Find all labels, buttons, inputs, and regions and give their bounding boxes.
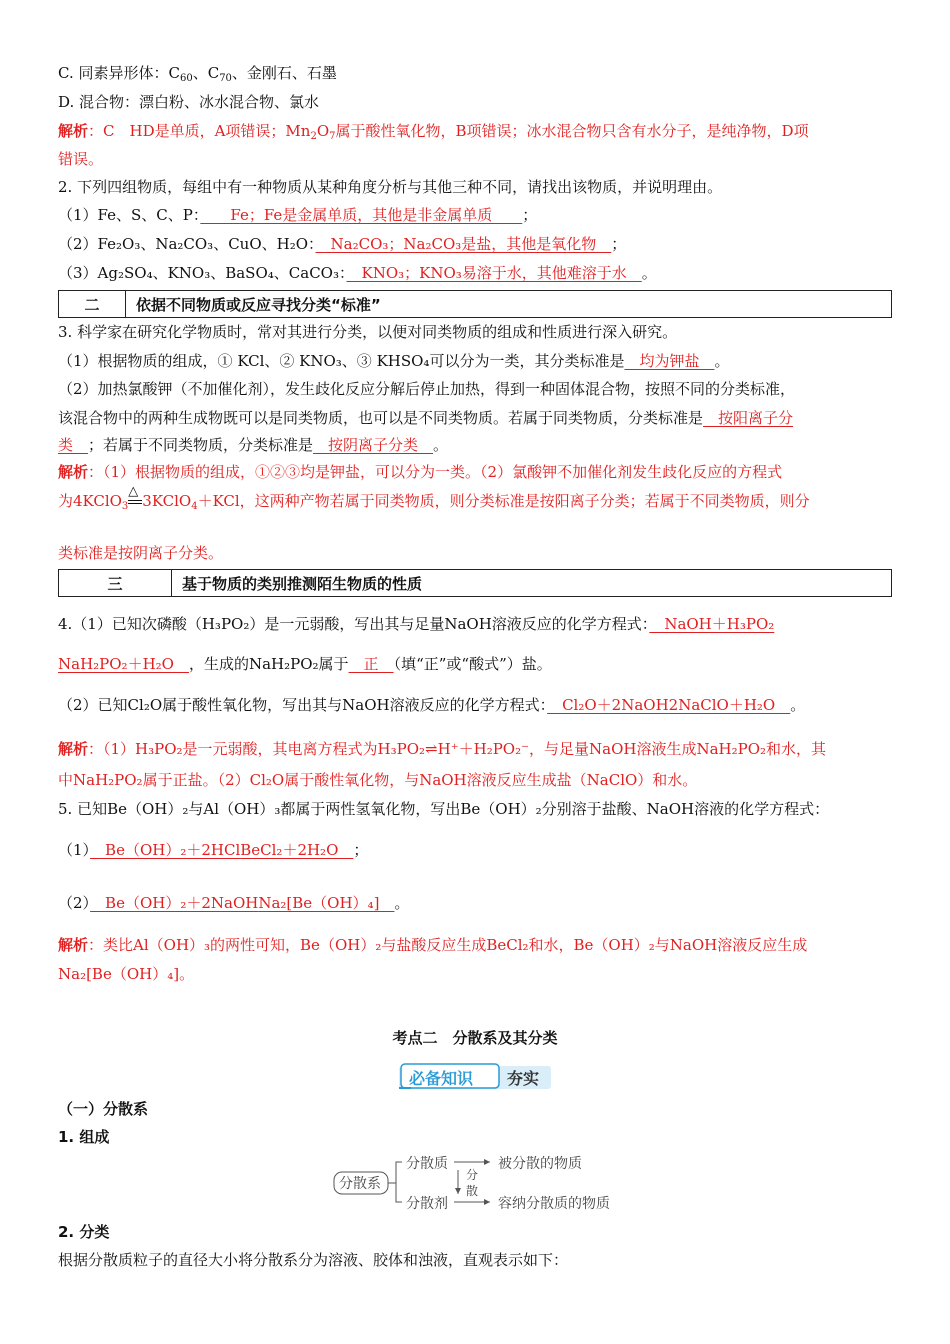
q2-line-3: （3）Ag₂SO₄、KNO₃、BaSO₄、CaCO₃： KNO₃；KNO₃易溶于水，其他难溶于水 。 <box>58 264 657 282</box>
q3-part-2: （2）加热氯酸钾（不加催化剂），发生歧化反应分解后停止加热，得到一种固体混合物，按照不同的分类标准， <box>58 380 796 398</box>
q3-part-2-cont2: 类 ；若属于不同类物质，分类标准是 按阴离子分类 。 <box>58 436 449 454</box>
q4-part-1-cont: NaH₂PO₂＋H₂O ，生成的NaH₂PO₂属于 正 （填“正”或“酸式”）盐。 <box>58 655 552 673</box>
badge-left-text: 必备知识 <box>409 1069 474 1088</box>
q2-line-1: （1）Fe、S、C、P： Fe；Fe是金属单质，其他是非金属单质 ； <box>58 206 538 224</box>
diagram-mid-2: 散 <box>466 1184 479 1198</box>
q1-option-c: C. 同素异形体：$C_{60}$、$C_{70}$、金刚石、石墨 <box>58 64 337 84</box>
q3-stem: 3. 科学家在研究化学物质时，常对其进行分类，以便对同类物质的组成和性质进行深入研究。 <box>58 323 678 341</box>
section-heading: （一）分散系 <box>58 1100 149 1118</box>
dispersion-system-diagram <box>330 1148 630 1218</box>
diagram-mid-1: 分 <box>466 1168 479 1182</box>
subsection-heading: 2. 分类 <box>58 1223 110 1241</box>
q4-part-2: （2）已知Cl₂O属于酸性氧化物，写出其与NaOH溶液反应的化学方程式： Cl₂O＋2NaOH2NaClO＋H₂O 。 <box>58 696 806 714</box>
q3-analysis-equation: 为4KClO$_3$ △ 3KClO$_4$＋KCl，这两种产物若属于同类物质，则分类标准是按阳离子分类；若属于不同类物质，则分 <box>58 484 810 512</box>
q5-analysis-cont: Na₂[Be（OH）₄]。 <box>58 965 195 983</box>
q3-part-1: （1）根据物质的组成，① KCl、② KNO₃、③ KHSO₄可以分为一类，其分类标准是 均为钾盐 。 <box>58 352 730 370</box>
q3-part-2-cont: 该混合物中的两种生成物既可以是同类物质，也可以是不同类物质。若属于同类物质，分类标准是 按阳离子分 <box>58 409 794 427</box>
paragraph: 根据分散质粒子的直径大小将分散系分为溶液、胶体和浊液，直观表示如下： <box>58 1251 569 1269</box>
section-title: 基于物质的类别推测陌生物质的性质 <box>182 574 423 593</box>
q4-analysis: 解析：（1）H₃PO₂是一元弱酸，其电离方程式为H₃PO₂⇌H⁺＋H₂PO₂⁻，与足量NaOH溶液生成NaH₂PO₂和水，其 <box>58 740 827 758</box>
diagram-bottom: 分散剂 <box>406 1196 448 1212</box>
kaodian-title: 考点二 分散系及其分类 <box>392 1029 558 1047</box>
q1-analysis-cont: 错误。 <box>58 150 104 168</box>
q5-part-1: （1） Be（OH）₂＋2HClBeCl₂＋2H₂O ； <box>58 841 369 859</box>
q2-line-2: （2）Fe₂O₃、Na₂CO₃、CuO、H₂O： Na₂CO₃；Na₂CO₃是盐，其他是氧化物 ； <box>58 235 627 253</box>
diagram-top: 分散质 <box>406 1156 448 1172</box>
q4-part-1: 4.（1）已知次磷酸（H₃PO₂）是一元弱酸，写出其与足量NaOH溶液反应的化学方程式： NaOH＋H₃PO₂ <box>58 615 775 633</box>
subsection-heading: 1. 组成 <box>58 1128 110 1146</box>
q5-analysis: 解析：类比Al（OH）₃的两性可知，Be（OH）₂与盐酸反应生成BeCl₂和水，Be（OH）₂与NaOH溶液反应生成 <box>58 936 808 954</box>
knowledge-badge <box>397 1063 553 1091</box>
equals-line-bottom <box>128 503 142 504</box>
diagram-bottom-desc: 容纳分散质的物质 <box>498 1196 610 1212</box>
section-number: 二 <box>59 291 126 317</box>
section-number: 三 <box>59 570 172 596</box>
equals-line-top <box>128 500 142 501</box>
section-bar-2 <box>58 290 892 318</box>
q1-analysis: 解析：C HD是单质，A项错误；$Mn_2O_7$属于酸性氧化物，B项错误；冰水混合物只含有水分子，是纯净物，D项 <box>58 122 809 142</box>
heat-triangle: △ <box>128 484 139 499</box>
section-bar-3 <box>58 569 892 597</box>
section-title: 依据不同物质或反应寻找分类“标准” <box>136 295 381 314</box>
q2-stem: 2. 下列四组物质，每组中有一种物质从某种角度分析与其他三种不同，请找出该物质，并说明理由。 <box>58 178 723 196</box>
q1-option-d: D. 混合物：漂白粉、冰水混合物、氯水 <box>58 93 320 111</box>
q3-analysis-cont: 类标准是按阴离子分类。 <box>58 544 224 562</box>
diagram-root: 分散系 <box>339 1176 381 1192</box>
q5-part-2: （2） Be（OH）₂＋2NaOHNa₂[Be（OH）₄] 。 <box>58 894 410 912</box>
q4-analysis-cont: 中NaH₂PO₂属于正盐。（2）Cl₂O属于酸性氧化物，与NaOH溶液反应生成盐（NaClO）和水。 <box>58 771 698 789</box>
q5-stem: 5. 已知Be（OH）₂与Al（OH）₃都属于两性氢氧化物，写出Be（OH）₂分别溶于盐酸、NaOH溶液的化学方程式： <box>58 800 830 818</box>
q3-analysis: 解析：（1）根据物质的组成，①②③均是钾盐，可以分为一类。（2）氯酸钾不加催化剂发生歧化反应的方程式 <box>58 463 783 481</box>
diagram-top-desc: 被分散的物质 <box>498 1156 582 1172</box>
badge-right-text: 夯实 <box>507 1069 540 1088</box>
